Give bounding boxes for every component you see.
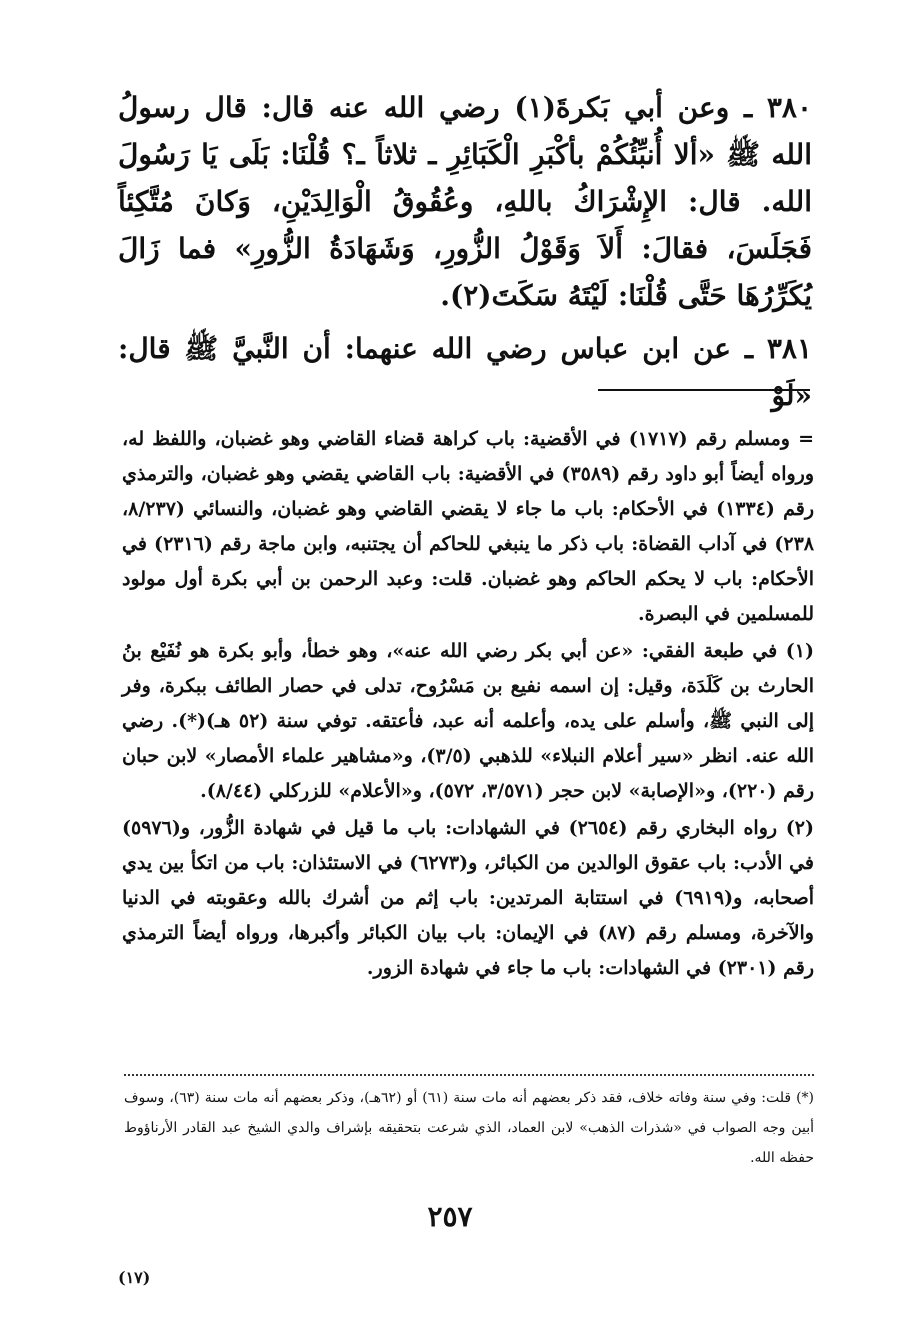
signature-mark: (١٧) xyxy=(118,1268,151,1287)
footnote-separator xyxy=(598,389,810,391)
footnotes xyxy=(122,422,814,988)
hadith-text xyxy=(118,84,812,419)
footnote-1: (١) في طبعة الفقي: «عن أبي بكر رضي الله عنه»، وهو خطأ، وأبو بكرة هو نُفَيْع بنُ الحارث بن كَلَدَة، وقيل: إن اسمه نفيع بن مَسْرُوح، تدلى في حصار الطائف ببكرة، وفر إلى النبي ﷺ، وأسلم على يده، وأعلمه أنه عبد، فأعتقه. توفي سنة (٥٢ هـ)(*). رضي الله عنه. انظر «سير أعلام النبلاء» للذهبي (٣/٥)، و«مشاهير علماء الأمصار» لابن حبان رقم (٢٢٠)، و«الإصابة» لابن حجر (٣/٥٧١، ٥٧٢)، و«الأعلام» للزركلي (٨/٤٤). xyxy=(122,640,815,802)
hadith-381: ٣٨١ ـ عن ابن عباس رضي الله عنهما: أن النَّبيَّ ﷺ قال: «لَوْ xyxy=(118,332,812,412)
hadith-380: ٣٨٠ ـ وعن أبي بَكرةَ(١) رضي الله عنه قال: قال رسولُ الله ﷺ «ألا أُنبِّئُكُمْ بأكْبَرِ الْكَبَائِرِ ـ ثلاثاً ـ؟ قُلْنَا: بَلَى يَا رَسُولَ الله. قال: الإِشْرَاكُ باللهِ، وعُقُوقُ الْوَالِدَيْنِ، وَكانَ مُتَّكِئاً فَجَلَسَ، فقالَ: أَلاَ وَقَوْلُ الزُّورِ، وَشَهَادَةُ الزُّورِ» فما زَالَ يُكَرِّرُهَا حَتَّى قُلْنَا: لَيْتَهُ سَكَتَ(٢). xyxy=(118,91,812,312)
sub-footnote-separator xyxy=(124,1074,814,1076)
page-number: ٢٥٧ xyxy=(427,1200,473,1233)
footnote-continuation: = ومسلم رقم (١٧١٧) في الأقضية: باب كراهة قضاء القاضي وهو غضبان، واللفظ له، ورواه أيضاً أبو داود رقم (٣٥٨٩) في الأقضية: باب القاضي يقضي وهو غضبان، والترمذي رقم (١٣٣٤) في الأحكام: باب ما جاء لا يقضي القاضي وهو غضبان، والنسائي (٨/٢٣٧، ٢٣٨) في آداب القضاة: باب ذكر ما ينبغي للحاكم أن يجتنبه، وابن ماجة رقم (٢٣١٦) في الأحكام: باب لا يحكم الحاكم وهو غضبان. قلت: وعبد الرحمن بن أبي بكرة أول مولود للمسلمين في البصرة. xyxy=(122,428,814,625)
sub-footnote: (*) قلت: وفي سنة وفاته خلاف، فقد ذكر بعضهم أنه مات سنة (٦١) أو (٦٢هـ)، وذكر بعضهم أنه مات سنة (٦٣)، وسوف أبين وجه الصواب في «شذرات الذهب» لابن العماد، الذي شرعت بتحقيقه بإشراف والدي الشيخ عبد القادر الأرناؤوط حفظه الله. xyxy=(124,1090,815,1166)
footnote-2: (٢) رواه البخاري رقم (٢٦٥٤) في الشهادات: باب ما قيل في شهادة الزُّور، و(٥٩٧٦) في الأدب: باب عقوق الوالدين من الكبائر، و(٦٢٧٣) في الاستئذان: باب من اتكأ بين يدي أصحابه، و(٦٩١٩) في استتابة المرتدين: باب إثم من أشرك بالله وعقوبته في الدنيا والآخرة، ومسلم رقم (٨٧) في الإيمان: باب بيان الكبائر وأكبرها، ورواه أيضاً الترمذي رقم (٢٣٠١) في الشهادات: باب ما جاء في شهادة الزور. xyxy=(122,817,814,979)
